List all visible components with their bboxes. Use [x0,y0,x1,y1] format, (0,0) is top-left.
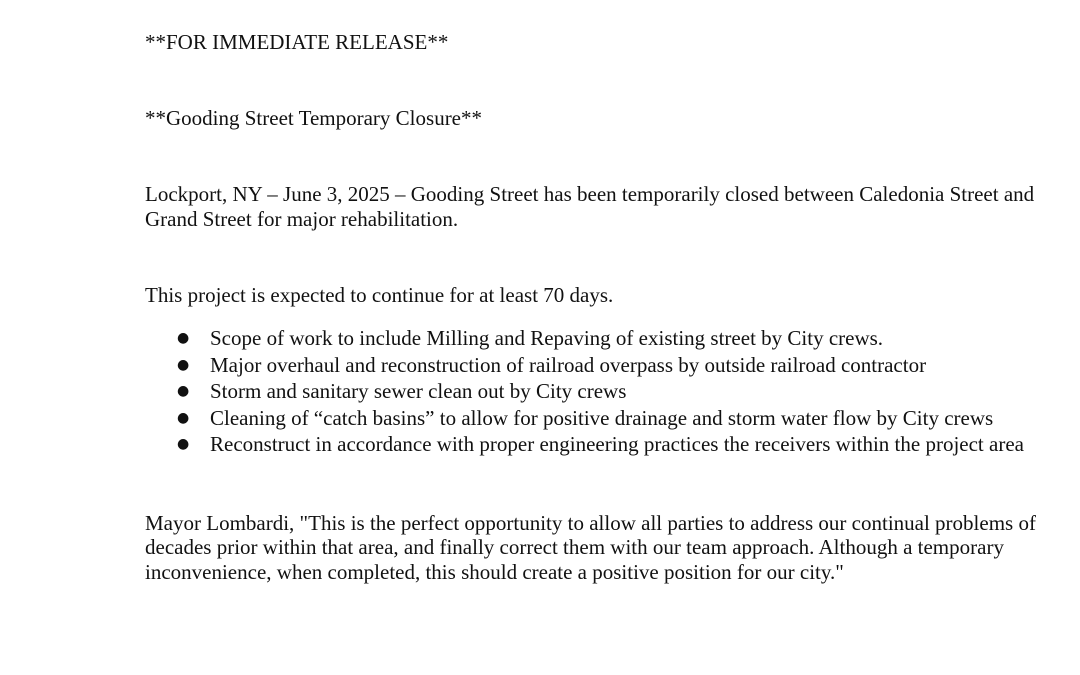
list-item-text: Storm and sanitary sewer clean out by City crews [210,379,627,403]
list-item [145,352,1045,379]
press-release-document [145,30,1045,584]
list-item-text: Major overhaul and reconstruction of railroad overpass by outside railroad contractor [210,352,927,377]
list-item [145,378,1045,405]
list-item [145,325,1045,352]
headline: **Gooding Street Temporary Closure** [145,106,483,130]
list-item-text: Reconstruct in accordance with proper engineering practices the receivers within the project area [210,432,1024,456]
bullet-icon: ● [177,409,190,426]
duration-paragraph: This project is expected to continue for at least 70 days. [145,283,614,307]
scope-list [145,325,1045,458]
list-item [145,431,1045,458]
list-item-text: Scope of work to include Milling and Repaving of existing street by City crews. [210,326,884,350]
bullet-icon: ● [177,356,190,373]
mayor-quote-paragraph: Mayor Lombardi, "This is the perfect opportunity to allow all parties to address our continual problems of decades prior within that area, and finally correct them with our team approach. Although a temporary inconvenience, when completed, this should create a positive position for our city." [145,510,1036,584]
bullet-icon: ● [177,330,190,346]
dateline-paragraph: Lockport, NY – June 3, 2025 – Gooding Street has been temporarily closed between Caledonia Street and Grand Street for major rehabilitation. [145,182,1035,231]
bullet-icon: ● [177,436,190,452]
list-item-text: Cleaning of “catch basins” to allow for positive drainage and storm water flow by City crews [210,405,994,430]
bullet-icon: ● [177,383,190,399]
release-line: **FOR IMMEDIATE RELEASE** [145,30,449,54]
list-item [145,405,1045,432]
